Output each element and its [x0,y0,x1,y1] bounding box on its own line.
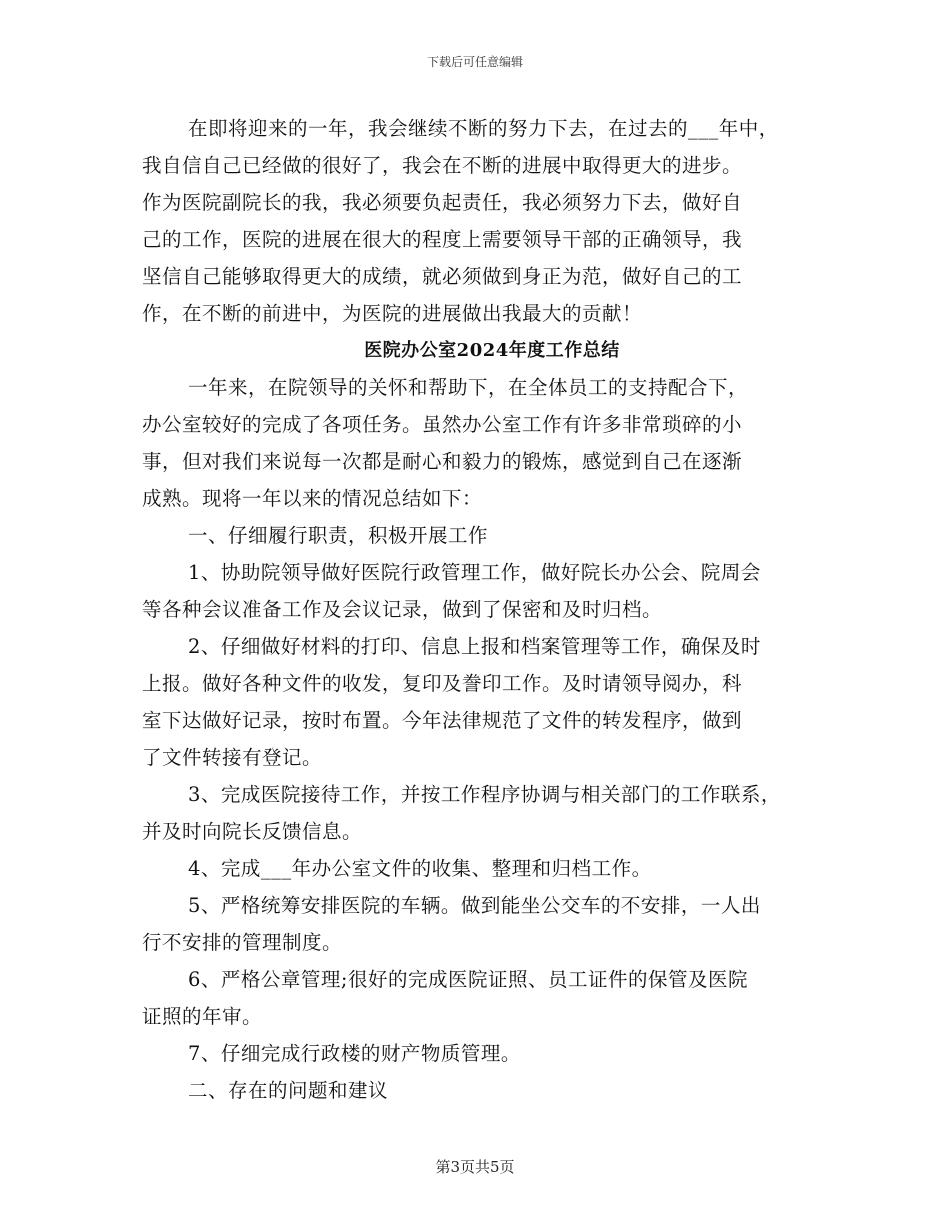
document-body [142,110,822,1109]
intro-line: 作为医院副院长的我，我必须要负起责任，我必须努力下去，做好自 [142,191,743,214]
body-line: 一、仔细履行职责，积极开展工作 [188,524,489,547]
body-line: 二、存在的问题和建议 [188,1079,389,1102]
body-line: 5、严格统筹安排医院的车辆。做到能坐公交车的不安排，一人出 [188,894,761,917]
page-footer: 第3页共5页 [435,1158,515,1176]
intro-line: 坚信自己能够取得更大的成绩，就必须做到身正为范，做好自己的工 [142,265,743,288]
section-title: 医院办公室2024年度工作总结 [364,340,620,361]
body-line: 6、严格公章管理;很好的完成医院证照、员工证件的保管及医院 [188,968,748,991]
body-line: 2、仔细做好材料的打印、信息上报和档案管理等工作，确保及时 [188,635,761,658]
body-line: 一年来，在院领导的关怀和帮助下，在全体员工的支持配合下， [188,376,749,399]
body-line: 3、完成医院接待工作，并按工作程序协调与相关部门的工作联系， [188,783,781,806]
body-line: 上报。做好各种文件的收发，复印及誊印工作。及时请领导阅办，科 [142,672,743,695]
body-paragraphs [142,369,822,1109]
body-line: 并及时向院长反馈信息。 [142,820,363,843]
intro-line: 在即将迎来的一年，我会继续不断的努力下去，在过去的___年中， [188,117,779,140]
body-line: 办公室较好的完成了各项任务。虽然办公室工作有许多非常琐碎的小 [142,413,743,436]
body-line: 等各种会议准备工作及会议记录，做到了保密和及时归档。 [142,598,663,621]
body-line: 1、协助院领导做好医院行政管理工作，做好院长办公会、院周会 [188,561,761,584]
body-line: 成熟。现将一年以来的情况总结如下： [142,487,483,510]
body-line: 4、完成___年办公室文件的收集、整理和归档工作。 [188,857,652,880]
body-line: 了文件转接有登记。 [142,746,323,769]
body-line: 7、仔细完成行政楼的财产物质管理。 [188,1042,521,1065]
body-line: 行不安排的管理制度。 [142,931,343,954]
intro-line: 我自信自己已经做的很好了，我会在不断的进展中取得更大的进步。 [142,154,743,177]
body-line: 证照的年审。 [142,1005,263,1028]
body-line: 室下达做好记录，按时布置。今年法律规范了文件的转发程序，做到 [142,709,743,732]
body-line: 事，但对我们来说每一次都是耐心和毅力的锻炼，感觉到自己在逐渐 [142,450,743,473]
intro-line: 作，在不断的前进中，为医院的进展做出我最大的贡献！ [142,302,643,325]
page-header: 下载后可任意编辑 [426,55,523,69]
intro-line: 己的工作，医院的进展在很大的程度上需要领导干部的正确领导，我 [142,228,743,251]
